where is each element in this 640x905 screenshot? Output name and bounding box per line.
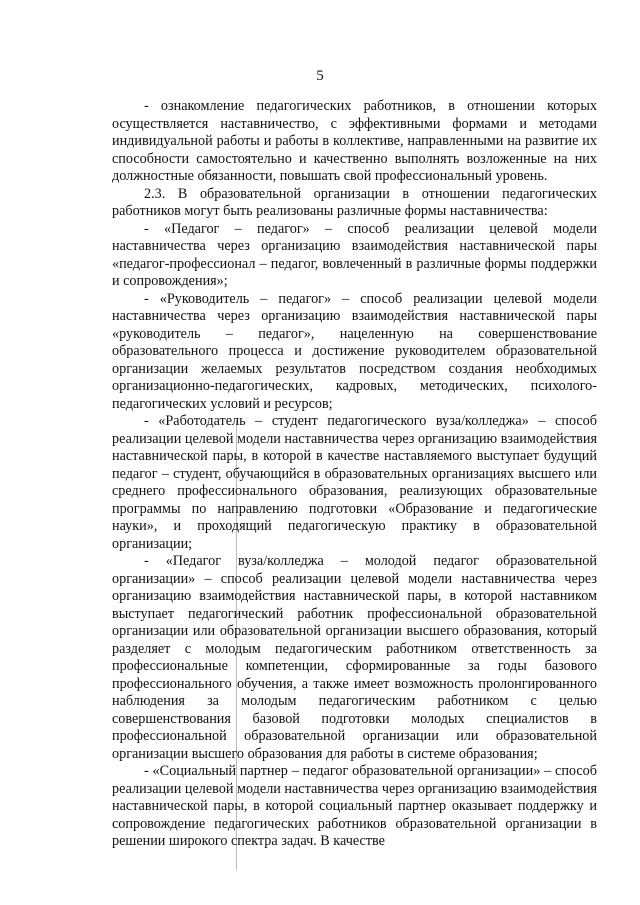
page-number: 5 (316, 68, 324, 84)
scan-crease-line (236, 420, 237, 870)
document-body (112, 98, 597, 851)
paragraph: - «Социальный партнер – педагог образовательной организации» – способ реализации целевой модели наставничества через организацию взаимодействия наставнической пары, в которой социальный партнер оказывает поддержку и сопровождение педагогических работников образовательной организации в решении широкого спектра задач. В качестве (112, 763, 597, 849)
paragraph: - «Педагог – педагог» – способ реализации целевой модели наставничества через организацию взаимодействия наставнической пары «педагог-профессионал – педагог, вовлеченный в различные формы поддержки и сопровождения»; (112, 220, 597, 289)
paragraph: - «Педагог вуза/колледжа – молодой педагог образовательной организации» – способ реализации целевой модели наставничества через организацию взаимодействия наставнической пары, в которой наставником выступает педагогический работник профессиональной образовательной организации или образовательной организации высшего образования, который разделяет с молодым педагогическим работником ответственность за профессиональные компетенции, сформированные за годы базового профессионального обучения, а также имеет возможность пролонгированного наблюдения за молодым педагогическим работником с целью совершенствования базовой подготовки молодых специалистов в профессиональной образовательной организации или образовательной организации высшего образования для работы в системе образования; (112, 553, 597, 762)
paragraph: - ознакомление педагогических работников, в отношении которых осуществляется наставничество, с эффективными формами и методами индивидуальной работы и работы в коллективе, направленными на развитие их способности самостоятельно и качественно выполнять возложенные на них должностные обязанности, повышать свой профессиональный уровень. (112, 98, 597, 184)
paragraph: 2.3. В образовательной организации в отношении педагогических работников могут быть реализованы различные формы наставничества: (112, 185, 597, 219)
paragraph: - «Руководитель – педагог» – способ реализации целевой модели наставничества через организацию взаимодействия наставнической пары «руководитель – педагог», нацеленную на совершенствование образовательного процесса и достижение руководителем образовательной организации желаемых результатов посредством создания необходимых организационно-педагогических, кадровых, методических, психолого-педагогических условий и ресурсов; (112, 290, 597, 412)
paragraph: - «Работодатель – студент педагогического вуза/колледжа» – способ реализации целевой модели наставничества через организацию взаимодействия наставнической пары, в которой в качестве наставляемого выступает будущий педагог – студент, обучающийся в образовательных организациях высшего или среднего профессионального образования, реализующих образовательные программы по направлению подготовки «Образование и педагогические науки», и проходящий педагогическую практику в образовательной организации; (112, 413, 597, 552)
